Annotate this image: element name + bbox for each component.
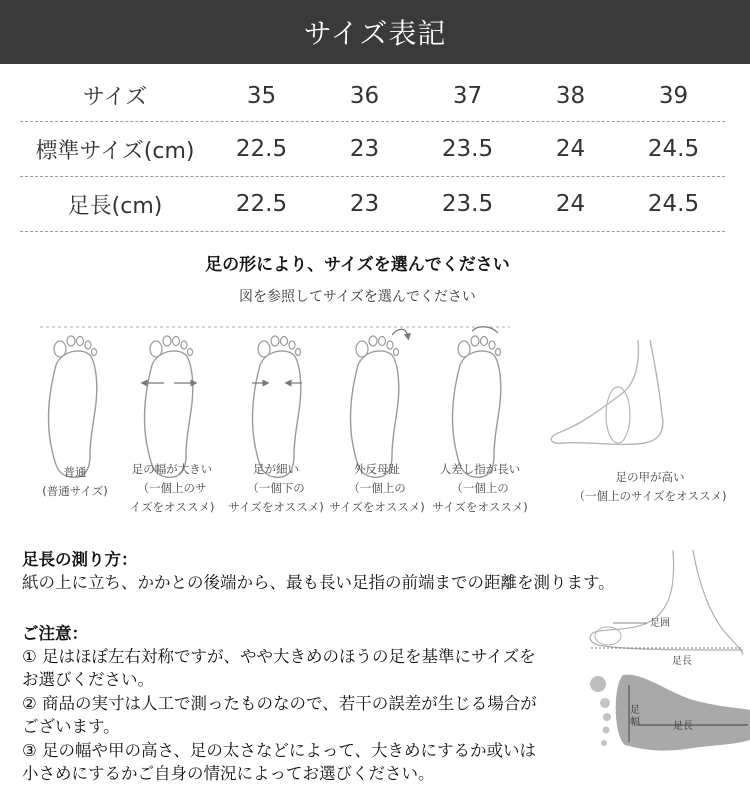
foot-normal-icon: [49, 336, 97, 477]
foot-label-normal: 普通 (普通サイズ): [42, 465, 108, 498]
table-row: [20, 70, 725, 122]
foot-bunion-icon: [351, 329, 408, 477]
table-row: [20, 177, 725, 232]
table-row: [20, 122, 725, 177]
foot-label-wide: 足の幅が大きい （一個上のサ イズをオススメ): [129, 462, 215, 514]
foot-label-high-instep: 足の甲が高い （一個上のサイズをオススメ): [573, 470, 727, 503]
page-title: サイズ表記: [303, 17, 447, 50]
table-cell: 24.5: [647, 191, 700, 217]
table-cell: 23: [349, 191, 380, 217]
foot-high-instep-icon: [551, 340, 663, 444]
table-cell: 22.5: [235, 191, 288, 217]
foot-shape-guide-subtitle: 図を参照してサイズを選んでください: [239, 289, 476, 305]
table-cell: 23.5: [441, 136, 494, 162]
table-cell: 23.5: [441, 191, 494, 217]
table-cell: 23: [349, 136, 380, 162]
table-cell: 36: [349, 82, 380, 109]
girth-label: 足囲: [650, 618, 670, 629]
table-cell: 37: [452, 82, 483, 109]
foot-measure-diagram: [583, 550, 750, 790]
table-cell: 22.5: [235, 136, 288, 162]
foot-label-long-toe: 人差し指が長い （一個上の サイズをオススメ): [432, 462, 528, 514]
note-line: お選びください。: [22, 670, 154, 689]
page-header: [0, 0, 750, 64]
note-line: ② 商品の実寸は人工で測ったものなので、若干の誤差が生じる場合が: [22, 694, 537, 713]
foot-label-narrow: 足が細い （一個下の サイズをオススメ): [228, 462, 324, 514]
row-header: 標準サイズ(cm): [35, 138, 195, 164]
foot-label-bunion: 外反母趾 （一個上の サイズをオススメ): [329, 462, 425, 514]
length-label-sole: 足長: [673, 721, 693, 732]
table-cell: 38: [555, 82, 586, 109]
table-cell: 35: [246, 82, 277, 109]
notes-heading: ご注意：: [22, 624, 88, 643]
note-line: ③ 足の幅や甲の高さ、足の太さなどによって、大きめにするか或いは: [22, 741, 537, 760]
table-cell: 39: [658, 82, 689, 109]
foot-shape-illustrations: [0, 315, 750, 530]
foot-shape-guide-title: 足の形により、サイズを選んでください: [205, 255, 510, 275]
note-line: ① 足はほぼ左右対称ですが、やや大きめのほうの足を基準にサイズを: [22, 647, 536, 666]
table-cell: 24: [555, 191, 586, 217]
row-header: 足長(cm): [67, 193, 163, 219]
table-cell: 24: [555, 136, 586, 162]
measure-heading: 足長の測り方：: [22, 550, 138, 569]
size-table: [20, 70, 725, 232]
note-line: ございます。: [22, 717, 120, 736]
table-cell: 24.5: [647, 136, 700, 162]
foot-long-second-toe-icon: [453, 327, 501, 478]
width-label: 足幅: [630, 705, 640, 728]
row-header: サイズ: [82, 85, 148, 110]
foot-wide-icon: [144, 336, 194, 477]
measure-text: 紙の上に立ち、かかとの後端から、最も長い足指の前端までの距離を測ります。: [22, 573, 615, 592]
note-line: 小さめにするかご自身の情況によってお選びください。: [22, 764, 435, 783]
length-label: 足長: [672, 656, 692, 667]
foot-narrow-icon: [252, 336, 302, 477]
